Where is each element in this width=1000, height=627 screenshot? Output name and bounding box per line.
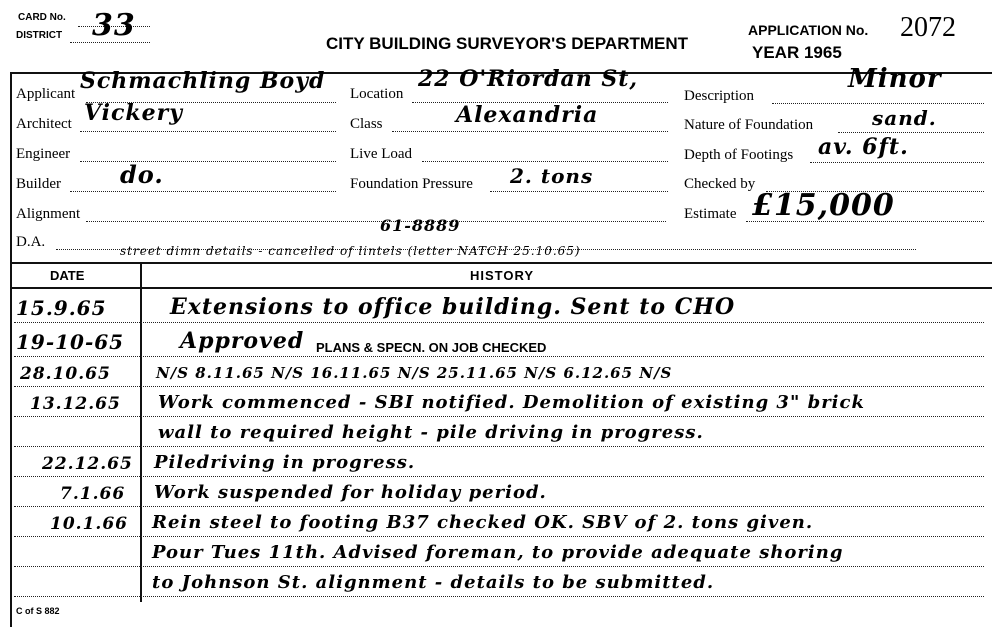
date-header: DATE	[50, 268, 85, 283]
department-title: CITY BUILDING SURVEYOR'S DEPARTMENT	[326, 34, 689, 53]
history-entry: Approved	[180, 328, 305, 354]
history-rule	[14, 416, 984, 417]
field-label-architect: Architect	[16, 116, 72, 132]
history-rule	[14, 596, 984, 597]
history-entry: Work suspended for holiday period.	[154, 482, 547, 503]
description-value: Minor	[848, 64, 942, 94]
history-header-border	[10, 287, 992, 289]
history-entry: Rein steel to footing B37 checked OK. SBV of 2. tons given.	[152, 512, 814, 533]
history-rule	[14, 536, 984, 537]
field-label-location: Location	[350, 86, 404, 102]
architect-line	[80, 131, 336, 132]
class-value: Alexandria	[456, 102, 599, 128]
field-label-applicant: Applicant	[16, 86, 76, 102]
foundation-pressure-line	[490, 191, 668, 192]
form-code: C of S 882	[16, 606, 60, 616]
foundation-pressure-value: 2. tons	[510, 164, 594, 188]
history-rule	[14, 356, 984, 357]
history-rule	[14, 386, 984, 387]
history-entry: N/S 8.11.65 N/S 16.11.65 N/S 25.11.65 N/S 6.12.65 N/S	[156, 364, 673, 382]
field-label-builder: Builder	[16, 176, 61, 192]
live-load-line	[422, 161, 668, 162]
da-note: street dimn details - cancelled of lintels (letter NATCH 25.10.65)	[120, 244, 581, 258]
application-label: APPLICATION No.	[748, 22, 869, 38]
history-date: 10.1.66	[50, 514, 128, 534]
history-rule	[14, 322, 984, 323]
nature-of-foundation-line	[838, 132, 984, 133]
history-entry: Extensions to office building. Sent to CHO	[170, 294, 736, 320]
applicant-value: Schmachling Boyd	[80, 68, 326, 94]
history-entry: to Johnson St. alignment - details to be submitted.	[152, 572, 715, 593]
description-line	[772, 103, 984, 104]
field-label-da: D.A.	[16, 234, 46, 250]
field-label-live-load: Live Load	[350, 146, 413, 162]
engineer-line	[80, 161, 336, 162]
card-no-label: CARD No.	[18, 12, 66, 23]
field-label-class: Class	[350, 116, 383, 132]
class-line	[392, 131, 668, 132]
field-label-foundation-pressure: Foundation Pressure	[350, 176, 473, 192]
architect-value: Vickery	[84, 100, 184, 126]
date-column-divider	[140, 262, 142, 602]
history-entry: Work commenced - SBI notified. Demolition of existing 3" brick	[158, 392, 865, 413]
history-rule	[14, 566, 984, 567]
estimate-value: £15,000	[752, 188, 895, 223]
history-date: 19-10-65	[16, 330, 125, 354]
alignment-line	[86, 221, 666, 222]
field-label-depth-of-footings: Depth of Footings	[684, 147, 794, 163]
approval-stamp: PLANS & SPECN. ON JOB CHECKED	[316, 340, 547, 355]
application-number: 2072	[900, 12, 956, 43]
history-date: 28.10.65	[20, 364, 111, 384]
location-value: 22 O'Riordan St,	[418, 66, 639, 92]
card-no-value: 33	[92, 8, 136, 43]
nature-of-foundation-value: sand.	[872, 106, 937, 130]
history-top-border	[10, 262, 992, 264]
history-rule	[14, 506, 984, 507]
field-label-nature-of-foundation: Nature of Foundation	[684, 117, 814, 133]
field-label-alignment: Alignment	[16, 206, 81, 222]
history-date: 13.12.65	[30, 394, 121, 414]
field-label-description: Description	[684, 88, 754, 104]
history-entry: wall to required height - pile driving in progress.	[158, 422, 704, 443]
builder-value: do.	[120, 160, 164, 189]
history-rule	[14, 446, 984, 447]
da-number: 61-8889	[380, 216, 461, 235]
history-date: 15.9.65	[16, 296, 107, 320]
history-rule	[14, 476, 984, 477]
builder-line	[70, 191, 336, 192]
history-entry: Piledriving in progress.	[154, 452, 416, 473]
history-header: HISTORY	[470, 268, 535, 283]
field-label-estimate: Estimate	[684, 206, 737, 222]
history-date: 22.12.65	[42, 454, 133, 474]
left-border	[10, 72, 12, 627]
history-entry: Pour Tues 11th. Advised foreman, to provide adequate shoring	[152, 542, 844, 563]
depth-of-footings-line	[810, 162, 984, 163]
history-date: 7.1.66	[60, 484, 126, 504]
year-label: YEAR 1965	[752, 43, 842, 62]
depth-of-footings-value: av. 6ft.	[818, 134, 909, 160]
district-label: DISTRICT	[16, 30, 63, 41]
field-label-engineer: Engineer	[16, 146, 71, 162]
field-label-checked-by: Checked by	[684, 176, 756, 192]
